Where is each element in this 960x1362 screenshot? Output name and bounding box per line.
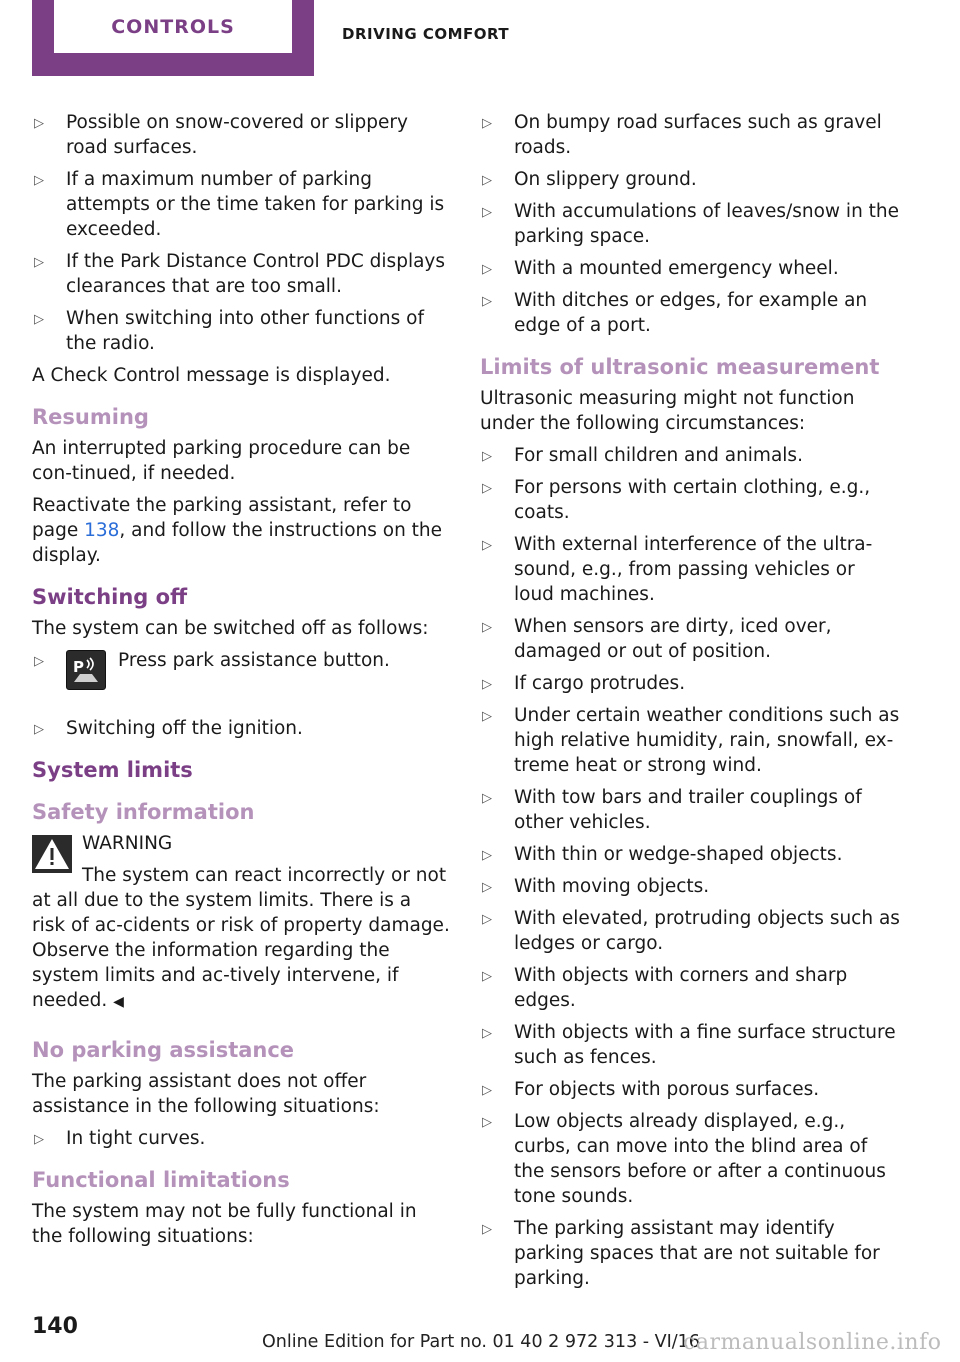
warning-title: WARNING (82, 833, 173, 854)
list-item: ▷ For persons with certain clothing, e.g., coats. (482, 477, 871, 523)
switching-off-paragraph: The system can be switched off as follows: (32, 618, 429, 639)
resuming-heading: Resuming (32, 405, 149, 429)
bullet-triangle-icon: ▷ (482, 677, 492, 692)
bullet-triangle-icon: ▷ (482, 449, 492, 464)
list-item: ▷ If the Park Distance Control PDC displays clearances that are too small. (34, 251, 446, 297)
bullet-triangle-icon: ▷ (482, 116, 492, 131)
bullet-triangle-icon: ▷ (34, 116, 44, 131)
bullet-triangle-icon: ▷ (482, 969, 492, 984)
list-item: ▷ On bumpy road surfaces such as gravel roads. (482, 112, 882, 158)
bullet-triangle-icon: ▷ (482, 709, 492, 724)
header-tab-inner (54, 0, 292, 53)
list-item: ▷ When switching into other functions of the radio. (34, 308, 424, 354)
bullet-triangle-icon: ▷ (482, 1115, 492, 1130)
list-item: ▷ With thin or wedge-shaped objects. (480, 842, 900, 867)
chapter-label: CONTROLS (111, 15, 235, 38)
bullet-triangle-icon: ▷ (34, 312, 44, 327)
functional-paragraph: The system may not be fully functional in the following situations: (32, 1201, 417, 1247)
list-item: ▷ On slippery ground. (480, 167, 900, 192)
page-number: 140 (32, 1314, 78, 1339)
bullet-triangle-icon: ▷ (34, 654, 44, 669)
bullet-triangle-icon: ▷ (482, 481, 492, 496)
list-item: ▷ P Press park assistance button. (32, 648, 450, 704)
header-tab (32, 0, 314, 76)
right-column (480, 110, 900, 1298)
bullet-triangle-icon: ▷ (482, 791, 492, 806)
list-item: ▷ With external interference of the ultra‐sound, e.g., from passing vehicles or loud machines. (482, 534, 873, 605)
list-item: ▷ When sensors are dirty, iced over, damaged or out of position. (482, 616, 832, 662)
section-label: DRIVING COMFORT (342, 25, 510, 43)
bullet-triangle-icon: ▷ (34, 255, 44, 270)
check-control-text: A Check Control message is displayed. (32, 365, 391, 386)
list-item: ▷ With tow bars and trailer couplings of other vehicles. (482, 787, 862, 833)
bullet-triangle-icon: ▷ (482, 173, 492, 188)
list-item: ▷ The parking assistant may identify parking spaces that are not suitable for parking. (482, 1218, 880, 1289)
right-list-2 (480, 443, 900, 1291)
list-item: ▷ With moving objects. (480, 874, 900, 899)
bullet-triangle-icon: ▷ (482, 294, 492, 309)
bullet-triangle-icon: ▷ (482, 912, 492, 927)
park-assist-button-icon (66, 650, 106, 690)
bullet-triangle-icon: ▷ (482, 1083, 492, 1098)
bullet-triangle-icon: ▷ (482, 848, 492, 863)
list-item: ▷ With a mounted emergency wheel. (480, 256, 900, 281)
no-parking-assistance-heading: No parking assistance (32, 1038, 295, 1062)
bullet-triangle-icon: ▷ (482, 620, 492, 635)
no-parking-paragraph: The parking assistant does not offer assistance in the following situations: (32, 1071, 380, 1117)
resuming-paragraph-1: An interrupted parking procedure can be con‐tinued, if needed. (32, 438, 411, 484)
resuming-paragraph-2: Reactivate the parking assistant, refer to page 138, and follow the instructions on the display. (32, 495, 443, 566)
list-item: ▷ Switching off the ignition. (32, 716, 450, 741)
bullet-triangle-icon: ▷ (482, 880, 492, 895)
bullet-triangle-icon: ▷ (34, 722, 44, 737)
warning-triangle-icon (32, 835, 72, 873)
warning-block (32, 831, 450, 1015)
list-item: ▷ With elevated, protruding objects such as ledges or cargo. (482, 908, 900, 954)
list-item: ▷ With objects with a fine surface structure such as fences. (482, 1022, 896, 1068)
watermark: carmanualsonline.info (683, 1330, 942, 1355)
list-item: ▷ With objects with corners and sharp edges. (482, 965, 848, 1011)
list-item: ▷ Possible on snow-covered or slippery road surfaces. (34, 112, 408, 158)
system-limits-heading: System limits (32, 758, 193, 782)
ultrasonic-paragraph: Ultrasonic measuring might not function under the following circumstances: (480, 388, 855, 434)
ultrasonic-heading: Limits of ultrasonic measurement (480, 355, 880, 379)
right-list-1 (480, 110, 900, 338)
switching-off-heading: Switching off (32, 585, 188, 609)
no-parking-list (32, 1126, 450, 1151)
list-item: ▷ For objects with porous surfaces. (480, 1077, 900, 1102)
list-item: ▷ Low objects already displayed, e.g., curbs, can move into the blind area of the sensors before or after a continuous tone sounds. (482, 1111, 886, 1207)
warning-text: The system can react incorrectly or not at all due to the system limits. There is a risk of ac‐cidents or risk of property damage. Observe the information regarding the system limits and ac‐tively intervene, if needed. ◀ (32, 865, 450, 1011)
bullet-triangle-icon: ▷ (482, 205, 492, 220)
bullet-triangle-icon: ▷ (34, 173, 44, 188)
page-link[interactable]: 138 (84, 520, 120, 541)
switching-off-list (32, 648, 450, 741)
functional-limitations-heading: Functional limitations (32, 1168, 290, 1192)
list-item: ▷ For small children and animals. (480, 443, 900, 468)
left-column (32, 110, 450, 1256)
list-item: ▷ Under certain weather conditions such as high relative humidity, rain, snowfall, ex‐treme heat or strong wind. (482, 705, 900, 776)
bullet-triangle-icon: ▷ (482, 1222, 492, 1237)
bullet-triangle-icon: ▷ (482, 1026, 492, 1041)
end-mark-icon: ◀ (113, 994, 124, 1010)
safety-information-heading: Safety information (32, 800, 255, 824)
bullet-triangle-icon: ▷ (482, 538, 492, 553)
edition-footer: Online Edition for Part no. 01 40 2 972 313 - VI/16 (262, 1332, 700, 1352)
left-list-1 (32, 110, 450, 356)
bullet-triangle-icon: ▷ (482, 262, 492, 277)
list-item: ▷ With accumulations of leaves/snow in the parking space. (482, 201, 900, 247)
list-item: ▷ In tight curves. (32, 1126, 450, 1151)
bullet-triangle-icon: ▷ (34, 1132, 44, 1147)
list-item: ▷ If cargo protrudes. (480, 671, 900, 696)
list-item: ▷ If a maximum number of parking attempts or the time taken for parking is exceeded. (34, 169, 445, 240)
svg-text:P: P (73, 658, 84, 676)
list-item: ▷ With ditches or edges, for example an edge of a port. (482, 290, 868, 336)
